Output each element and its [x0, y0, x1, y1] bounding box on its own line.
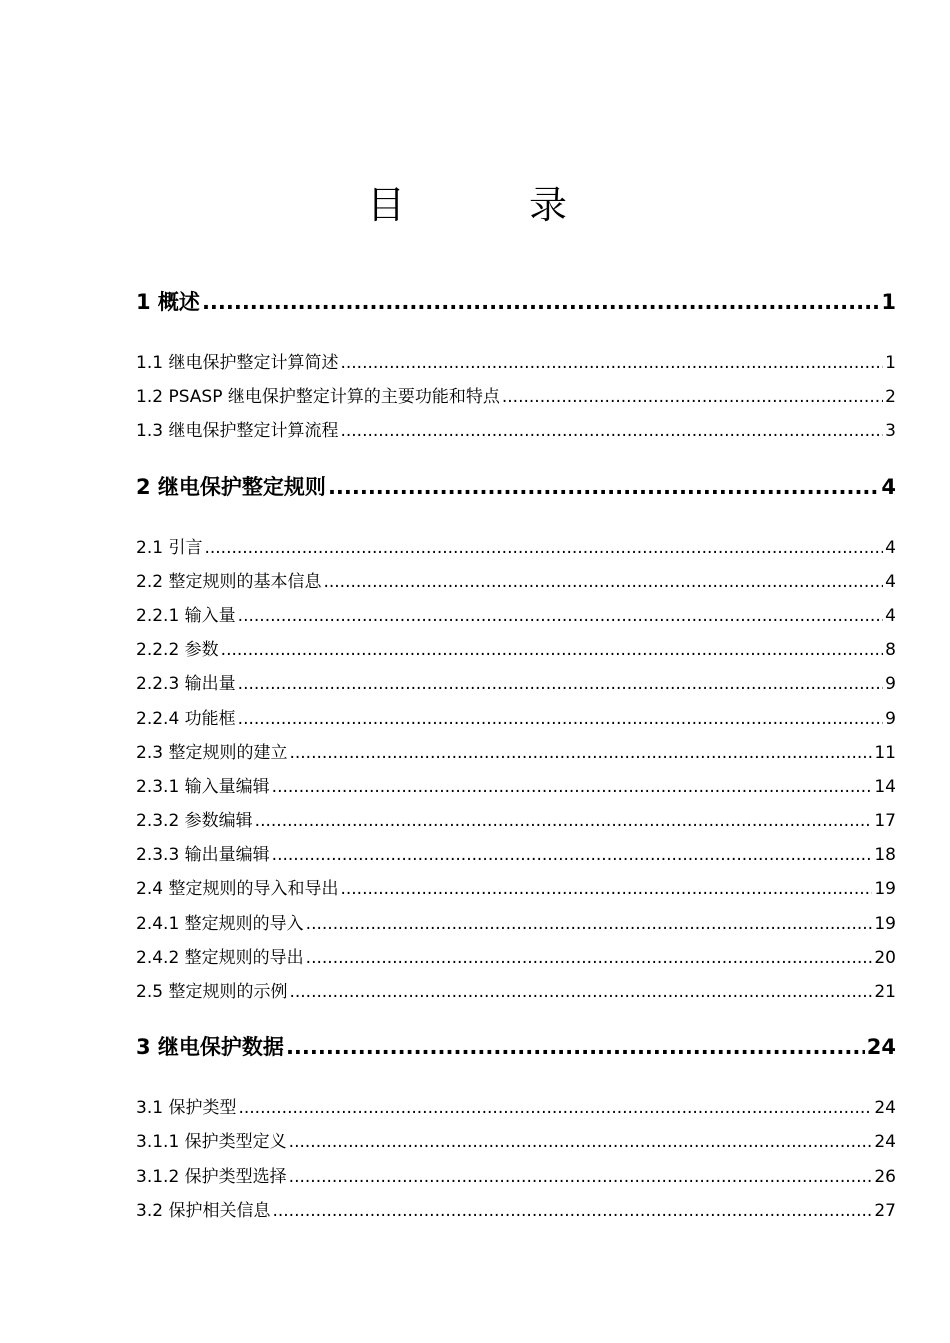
toc-entry-label: 3.1.1 保护类型定义 [136, 1132, 287, 1153]
toc-entry-label: 2.2.1 输入量 [136, 605, 236, 626]
toc-chapter-page-number: 1 [881, 290, 896, 314]
dot-leader [272, 838, 873, 872]
dot-leader [238, 1091, 872, 1125]
toc-entry-label: 3.2 保护相关信息 [136, 1200, 271, 1221]
toc-entry-label: 2.3.3 输出量编辑 [136, 845, 270, 866]
toc-entry[interactable] [136, 565, 896, 599]
toc-entry[interactable] [136, 770, 896, 804]
toc-entry-page-number: 19 [874, 879, 896, 900]
toc-entry-page-number: 9 [885, 708, 896, 729]
dot-leader [340, 414, 883, 448]
toc-chapter-page-number: 4 [881, 474, 896, 499]
toc-entry[interactable] [136, 531, 896, 565]
toc-entry-page-number: 9 [885, 674, 896, 695]
toc-title: 目 录 [366, 183, 624, 227]
dot-leader [306, 907, 873, 941]
toc-entry-page-number: 26 [874, 1166, 896, 1187]
toc-entry[interactable] [136, 1091, 896, 1125]
dot-leader [202, 285, 879, 319]
dot-leader [238, 702, 884, 736]
toc-chapter-entry[interactable] [136, 1030, 896, 1064]
dot-leader [289, 1125, 873, 1159]
toc-entry[interactable] [136, 633, 896, 667]
toc-entry-page-number: 20 [874, 947, 896, 968]
toc-entry-page-number: 3 [885, 421, 896, 442]
toc-entry-label: 3.1 保护类型 [136, 1098, 237, 1119]
toc-entry-label: 2.2.4 功能框 [136, 708, 236, 729]
toc-entry-page-number: 14 [874, 776, 896, 797]
toc-entry-label: 2.2 整定规则的基本信息 [136, 571, 322, 592]
toc-entry-label: 1.1 继电保护整定计算简述 [136, 353, 339, 373]
dot-leader [204, 531, 883, 565]
dot-leader [289, 736, 872, 770]
toc-entry[interactable] [136, 1125, 896, 1159]
toc-entry[interactable] [136, 667, 896, 701]
toc-entry-page-number: 1 [885, 353, 896, 373]
toc-entry[interactable] [136, 414, 896, 448]
toc-entry-page-number: 24 [874, 1132, 896, 1153]
toc-entry-page-number: 11 [874, 742, 896, 763]
toc-entry[interactable] [136, 907, 896, 941]
toc-chapter-page-number: 24 [866, 1035, 896, 1060]
toc-entry-page-number: 27 [874, 1200, 896, 1221]
toc-entry[interactable] [136, 599, 896, 633]
toc-entry-page-number: 21 [874, 982, 896, 1002]
toc-chapter-label: 2 继电保护整定规则 [136, 474, 326, 499]
toc-entry[interactable] [136, 872, 896, 906]
toc-entry-label: 2.2.3 输出量 [136, 674, 236, 695]
dot-leader [238, 667, 884, 701]
toc-entry-label: 1.2 PSASP 继电保护整定计算的主要功能和特点 [136, 387, 500, 408]
section-spacer [136, 449, 896, 470]
toc-entry[interactable] [136, 804, 896, 838]
dot-leader [272, 770, 873, 804]
toc-entry-page-number: 4 [885, 605, 896, 626]
toc-entry[interactable] [136, 736, 896, 770]
dot-leader [328, 470, 879, 504]
toc-entry-page-number: 17 [874, 811, 896, 832]
dot-leader [289, 975, 872, 1009]
section-spacer [136, 1009, 896, 1030]
toc-entry-page-number: 4 [885, 571, 896, 592]
dot-leader [272, 1194, 872, 1228]
section-spacer [136, 1064, 896, 1091]
toc-entry-label: 1.3 继电保护整定计算流程 [136, 421, 339, 442]
dot-leader [221, 633, 884, 667]
toc-entry-page-number: 8 [885, 640, 896, 661]
dot-leader [255, 804, 873, 838]
toc-entry-label: 3.1.2 保护类型选择 [136, 1166, 287, 1187]
toc-entry[interactable] [136, 702, 896, 736]
toc-chapter-entry[interactable] [136, 470, 896, 504]
toc-entry-label: 2.5 整定规则的示例 [136, 982, 288, 1002]
toc-entry-label: 2.3 整定规则的建立 [136, 742, 288, 763]
toc-entry-page-number: 18 [874, 845, 896, 866]
dot-leader [286, 1030, 865, 1064]
toc-chapter-label: 3 继电保护数据 [136, 1035, 284, 1060]
section-spacer [136, 319, 896, 346]
toc-entry[interactable] [136, 1160, 896, 1194]
toc-chapter-label: 1 概述 [136, 290, 200, 314]
toc-entry[interactable] [136, 346, 896, 380]
toc-entry-page-number: 19 [874, 913, 896, 934]
toc-entry[interactable] [136, 380, 896, 414]
toc-entry[interactable] [136, 1194, 896, 1228]
dot-leader [306, 941, 873, 975]
dot-leader [340, 346, 883, 380]
section-spacer [136, 504, 896, 531]
toc-entry-label: 2.1 引言 [136, 537, 203, 558]
toc-entry-label: 2.4.2 整定规则的导出 [136, 947, 304, 968]
dot-leader [323, 565, 883, 599]
toc-entry-label: 2.4.1 整定规则的导入 [136, 913, 304, 934]
dot-leader [340, 872, 872, 906]
table-of-contents [136, 285, 896, 1228]
dot-leader [502, 380, 883, 414]
toc-entry-label: 2.2.2 参数 [136, 640, 219, 661]
toc-entry[interactable] [136, 975, 896, 1009]
toc-entry-label: 2.4 整定规则的导入和导出 [136, 879, 339, 900]
toc-entry-page-number: 4 [885, 537, 896, 558]
toc-entry-label: 2.3.2 参数编辑 [136, 811, 253, 832]
toc-chapter-entry[interactable] [136, 285, 896, 319]
toc-entry-label: 2.3.1 输入量编辑 [136, 776, 270, 797]
toc-entry-page-number: 24 [874, 1098, 896, 1119]
dot-leader [289, 1160, 873, 1194]
toc-entry[interactable] [136, 838, 896, 872]
toc-entry[interactable] [136, 941, 896, 975]
toc-entry-page-number: 2 [885, 387, 896, 408]
dot-leader [238, 599, 884, 633]
